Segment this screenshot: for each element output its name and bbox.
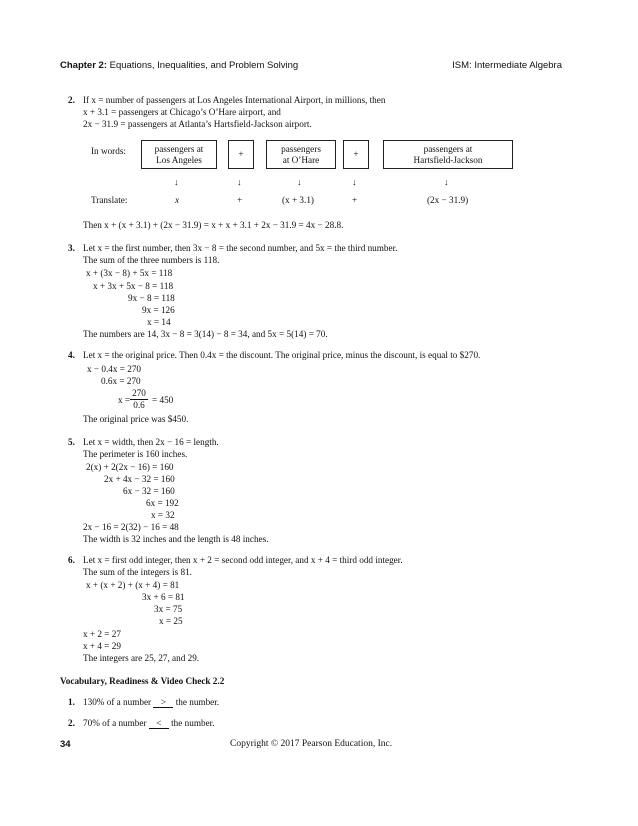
arrow-down: ↓ (174, 177, 179, 187)
chapter-label: Chapter 2: (60, 60, 107, 71)
problem-2-number: 2. (68, 95, 75, 105)
equation: 6x − 32 = 160 (123, 486, 175, 496)
vocab-item-1-pre: 130% of a number (83, 697, 154, 707)
equation: x + 3x + 5x − 8 = 118 (93, 281, 174, 291)
equation: 2x + 4x − 32 = 160 (104, 474, 175, 484)
problem-5-result: 2x − 16 = 2(32) − 16 = 48 (83, 522, 179, 532)
problem-3-line-2: The sum of the three numbers is 118. (83, 255, 220, 265)
problem-5-line-2: The perimeter is 160 inches. (83, 449, 188, 459)
equation: 9x − 8 = 118 (128, 293, 175, 303)
vocab-item-1-post: the number. (173, 697, 220, 707)
vocab-item-2 (83, 718, 215, 729)
equation: 2(x) + 2(2x − 16) = 160 (86, 462, 174, 472)
fraction-denominator: 0.6 (133, 400, 145, 411)
vocab-item-1-answer: > (153, 698, 173, 708)
fraction-rhs: = 450 (152, 395, 174, 405)
equation: 3x = 75 (154, 604, 183, 614)
translate-plus-1: + (237, 195, 243, 205)
box-hartsfield-jackson (383, 140, 513, 169)
box-ohare-line-2: at O’Hare (282, 154, 320, 165)
translate-label: Translate: (91, 195, 128, 205)
vocab-item-1 (83, 697, 219, 708)
problem-6-result: x + 4 = 29 (83, 641, 121, 651)
equation: x + (3x − 8) + 5x = 118 (86, 268, 173, 278)
equation: x = 25 (159, 616, 183, 626)
equation: 0.6x = 270 (101, 376, 141, 386)
vocab-item-2-post: the number. (168, 718, 215, 728)
plus-box-1 (228, 140, 254, 169)
vocab-item-2-answer: < (149, 719, 169, 729)
problem-2-then: Then x + (x + 3.1) + (2x − 31.9) = x + x + 3.1 + 2x − 31.9 = 4x − 28.8. (83, 220, 344, 230)
arrow-down: ↓ (297, 177, 302, 187)
problem-2-line-1: If x = number of passengers at Los Angeles International Airport, in millions, then (83, 95, 386, 105)
problem-2-line-3: 2x − 31.9 = passengers at Atlanta’s Hartsfield-Jackson airport. (83, 119, 312, 129)
equation: x = 32 (151, 510, 175, 520)
vocab-item-2-number: 2. (68, 718, 75, 728)
problem-6-line-1: Let x = first odd integer, then x + 2 = second odd integer, and x + 4 = third odd integer. (83, 555, 403, 565)
box-ohare (266, 140, 336, 169)
problem-4-result: The original price was $450. (83, 414, 189, 424)
problem-6-result: The integers are 25, 27, and 29. (83, 653, 200, 663)
box-hartsfield-line-2: Hartsfield-Jackson (413, 154, 483, 165)
problem-4-line: Let x = the original price. Then 0.4x = the discount. The original price, minus the discount, is equal to $270. (83, 350, 481, 360)
section-heading: Vocabulary, Readiness & Video Check 2.2 (60, 676, 225, 686)
translate-x: x (175, 195, 180, 205)
equation: 3x + 6 = 81 (142, 592, 185, 602)
box-los-angeles-line-2: Los Angeles (156, 154, 202, 165)
plus-sign: + (238, 149, 244, 160)
in-words-label: In words: (91, 146, 126, 156)
copyright: Copyright © 2017 Pearson Education, Inc. (230, 739, 393, 749)
problem-5-result: The width is 32 inches and the length is 48 inches. (83, 534, 269, 544)
problem-6-line-2: The sum of the integers is 81. (83, 567, 192, 577)
arrow-down: ↓ (352, 177, 357, 187)
translate-ohare: (x + 3.1) (282, 195, 314, 205)
page-number: 34 (60, 739, 71, 750)
problem-3-number: 3. (68, 243, 75, 253)
problem-2-line-2: x + 3.1 = passengers at Chicago’s O’Hare airport, and (83, 107, 281, 117)
equation: x − 0.4x = 270 (87, 364, 142, 374)
equation: 6x = 192 (146, 498, 179, 508)
plus-box-2 (343, 140, 369, 169)
problem-4-number: 4. (68, 350, 75, 360)
equation: x + (x + 2) + (x + 4) = 81 (86, 580, 180, 590)
fraction-numerator: 270 (132, 388, 146, 398)
arrow-down: ↓ (444, 177, 449, 187)
box-los-angeles-line-1: passengers at (154, 143, 204, 154)
problem-5-line-1: Let x = width, then 2x − 16 = length. (83, 437, 219, 447)
box-los-angeles (141, 140, 217, 169)
equation: 9x = 126 (142, 305, 175, 315)
translate-hartsfield: (2x − 31.9) (427, 195, 469, 205)
arrow-down: ↓ (237, 177, 242, 187)
vocab-item-2-pre: 70% of a number (83, 718, 149, 728)
translate-plus-2: + (352, 195, 358, 205)
vocab-item-1-number: 1. (68, 697, 75, 707)
problem-3-result: The numbers are 14, 3x − 8 = 3(14) − 8 = 34, and 5x = 5(14) = 70. (83, 329, 328, 339)
problem-5-number: 5. (68, 437, 75, 447)
fraction (130, 388, 148, 411)
problem-6-result: x + 2 = 27 (83, 629, 121, 639)
equation: x = 14 (147, 317, 171, 327)
box-hartsfield-line-1: passengers at (423, 143, 473, 154)
chapter-title: Equations, Inequalities, and Problem Solving (109, 60, 299, 71)
book-title: ISM: Intermediate Algebra (452, 60, 562, 71)
fraction-lhs: x = (118, 395, 131, 405)
plus-sign: + (353, 149, 359, 160)
problem-6-number: 6. (68, 555, 75, 565)
problem-3-line-1: Let x = the first number, then 3x − 8 = the second number, and 5x = the third number. (83, 243, 398, 253)
running-header (60, 60, 298, 71)
box-ohare-line-1: passengers (281, 143, 321, 154)
